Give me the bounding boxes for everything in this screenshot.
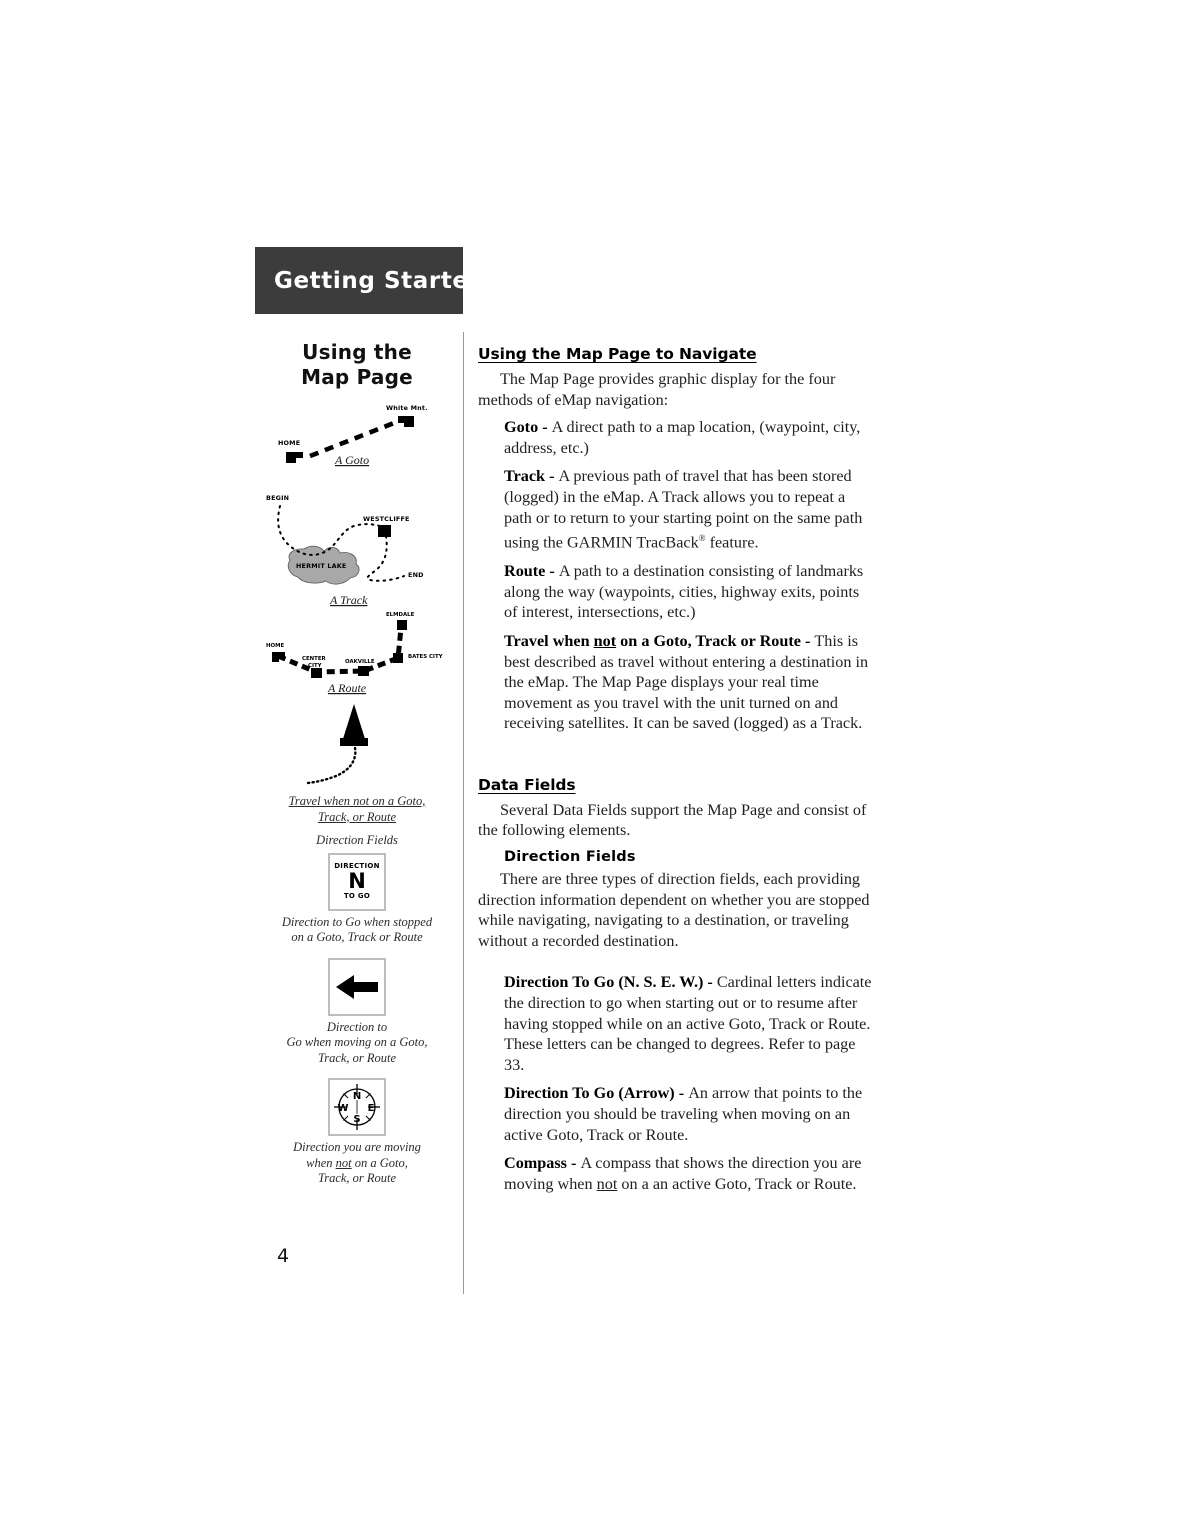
track-label-begin: BEGIN bbox=[266, 494, 290, 502]
sidebar-title bbox=[258, 340, 456, 390]
bullet-nsew-text: Cardinal letters indicate the direction to go when starting out or to resume after having stopped while on an active Goto, Track or Route. These letters can be changed to degrees. Refer to page 33. bbox=[504, 973, 872, 1074]
heading-data-fields: Data Fields bbox=[478, 775, 576, 794]
field-arrow-caption-line3: Track, or Route bbox=[317, 1050, 397, 1065]
field-compass-caption-line2: when not on a Goto, bbox=[306, 1155, 408, 1170]
travel-caption-line1: Travel when not on a Goto, bbox=[288, 794, 426, 808]
heading-using-map-page-to-navigate: Using the Map Page to Navigate bbox=[478, 345, 757, 363]
bullet-goto-term: Goto - bbox=[504, 418, 552, 437]
bullet-travel-term: Travel when not on a Goto, Track or Route - bbox=[504, 631, 815, 650]
route-label-home: HOME bbox=[266, 643, 285, 649]
field-arrow-caption-line2: Go when moving on a Goto, bbox=[286, 1035, 428, 1049]
compass-south: S bbox=[353, 1114, 361, 1125]
travel-diagram-caption bbox=[258, 794, 456, 825]
bullet-travel-text: This is best described as travel without entering a destination in the eMap. The Map Page displays your real time movement as you travel with the unit turned on and receiving satellites. It can be saved (logged) as a Track. bbox=[504, 631, 869, 733]
goto-diagram bbox=[258, 390, 456, 488]
paragraph-data-fields-intro: Several Data Fields support the Map Page and consist of the following elements. bbox=[478, 800, 867, 840]
travel-diagram bbox=[258, 698, 456, 825]
goto-label-white-mnt: White Mnt. bbox=[386, 404, 428, 412]
bullet-route-term: Route - bbox=[504, 562, 559, 581]
left-arrow-icon bbox=[334, 972, 380, 1002]
field-nsew-top-label: DIRECTION bbox=[334, 862, 380, 870]
bullet-compass: Compass - A compass that shows the direction you are moving when not on a an active Goto, Track or Route. bbox=[504, 1154, 862, 1193]
paragraph-direction-fields-intro: There are three types of direction fields, each providing direction information dependent on whether you are stopped while navigating, navigating to a destination, or traveling without a recorded destination. bbox=[478, 870, 870, 950]
sidebar-title-line2: Map Page bbox=[301, 365, 413, 389]
field-box-direction-arrow bbox=[328, 958, 386, 1016]
field-box-compass bbox=[328, 1078, 386, 1136]
bullet-goto-text: A direct path to a map location, (waypoint, city, address, etc.) bbox=[504, 418, 861, 457]
goto-label-home: HOME bbox=[278, 439, 301, 447]
field-nsew-caption bbox=[258, 915, 456, 946]
waypoint-elmdale bbox=[397, 620, 407, 630]
field-arrow-caption bbox=[258, 1020, 456, 1067]
track-label-end: END bbox=[408, 571, 424, 579]
page-number: 4 bbox=[277, 1245, 290, 1267]
bullet-route bbox=[504, 561, 874, 623]
bullet-direction-to-go-arrow bbox=[504, 1083, 874, 1145]
track-label-westcliffe: WESTCLIFFE bbox=[363, 515, 410, 523]
field-box-direction-nsew bbox=[328, 853, 386, 911]
track-diagram bbox=[258, 488, 456, 620]
field-nsew-caption-line1: Direction to Go when stopped bbox=[281, 914, 433, 929]
field-arrow-caption-line1: Direction to bbox=[326, 1019, 388, 1034]
route-figure-label: A Route bbox=[328, 681, 367, 695]
field-compass-caption-line3: Track, or Route bbox=[317, 1171, 397, 1185]
section-header-banner bbox=[255, 247, 486, 314]
bullet-route-text: A path to a destination consisting of landmarks along the way (waypoints, cities, highway exits, points of interest, intersections, etc.) bbox=[504, 562, 864, 622]
goto-figure-label: A Goto bbox=[335, 453, 370, 467]
registered-mark: ® bbox=[698, 533, 706, 544]
waypoint-center-city bbox=[311, 668, 322, 678]
track-label-hermit-lake: HERMIT LAKE bbox=[296, 562, 347, 570]
bullet-track-text-b: feature. bbox=[705, 533, 759, 552]
bullet-track bbox=[504, 466, 874, 553]
bullet-arrow-text: An arrow that points to the direction you should be traveling when moving on an active Goto, Track or Route. bbox=[504, 1084, 863, 1144]
bullet-travel-when-not bbox=[504, 631, 874, 734]
bullet-compass-term: Compass - bbox=[504, 1154, 581, 1173]
route-label-center-city-line2: CITY bbox=[308, 663, 322, 669]
main-content-column bbox=[478, 345, 874, 1202]
page-title: Getting Started bbox=[274, 267, 486, 294]
route-label-oakville: OAKVILLE bbox=[345, 659, 375, 665]
track-figure-label: A Track bbox=[330, 593, 368, 607]
route-label-center-city-line1: CENTER bbox=[302, 656, 326, 662]
field-nsew-caption-line2: on a Goto, Track or Route bbox=[291, 930, 423, 944]
route-diagram bbox=[258, 620, 456, 698]
route-label-bates-city: BATES CITY bbox=[408, 654, 443, 660]
bullet-goto bbox=[504, 417, 874, 458]
waypoint-bates-city bbox=[393, 653, 403, 663]
bullet-track-term: Track - bbox=[504, 467, 559, 486]
subheading-direction-fields: Direction Fields bbox=[504, 849, 636, 866]
paragraph-intro: The Map Page provides graphic display for the four methods of eMap navigation: bbox=[478, 370, 836, 409]
bullet-direction-to-go-nsew bbox=[504, 972, 874, 1075]
bullet-track-text-a: A previous path of travel that has been stored (logged) in the eMap. A Track allows you to repeat a path or to return to your starting point on the same path using the GARMIN TracBack bbox=[504, 467, 863, 552]
field-nsew-bottom-label: TO GO bbox=[343, 892, 371, 900]
field-nsew-value: N bbox=[348, 869, 366, 893]
compass-east: E bbox=[367, 1103, 375, 1114]
field-compass-caption-line1: Direction you are moving bbox=[293, 1140, 421, 1154]
field-compass-caption bbox=[258, 1140, 456, 1187]
travel-caption-line2: Track, or Route bbox=[317, 809, 397, 824]
compass-west: W bbox=[337, 1103, 349, 1114]
compass-icon bbox=[332, 1082, 382, 1132]
direction-fields-caption: Direction Fields bbox=[316, 833, 398, 847]
bullet-nsew-term: Direction To Go (N. S. E. W.) - bbox=[504, 973, 717, 992]
column-divider bbox=[463, 332, 464, 1294]
waypoint-oakville bbox=[358, 666, 369, 676]
compass-north: N bbox=[352, 1091, 362, 1102]
bullet-arrow-term: Direction To Go (Arrow) - bbox=[504, 1084, 689, 1103]
route-label-elmdale: ELMDALE bbox=[386, 612, 415, 618]
sidebar-title-line1: Using the bbox=[302, 340, 412, 364]
sidebar-column bbox=[258, 340, 456, 1187]
